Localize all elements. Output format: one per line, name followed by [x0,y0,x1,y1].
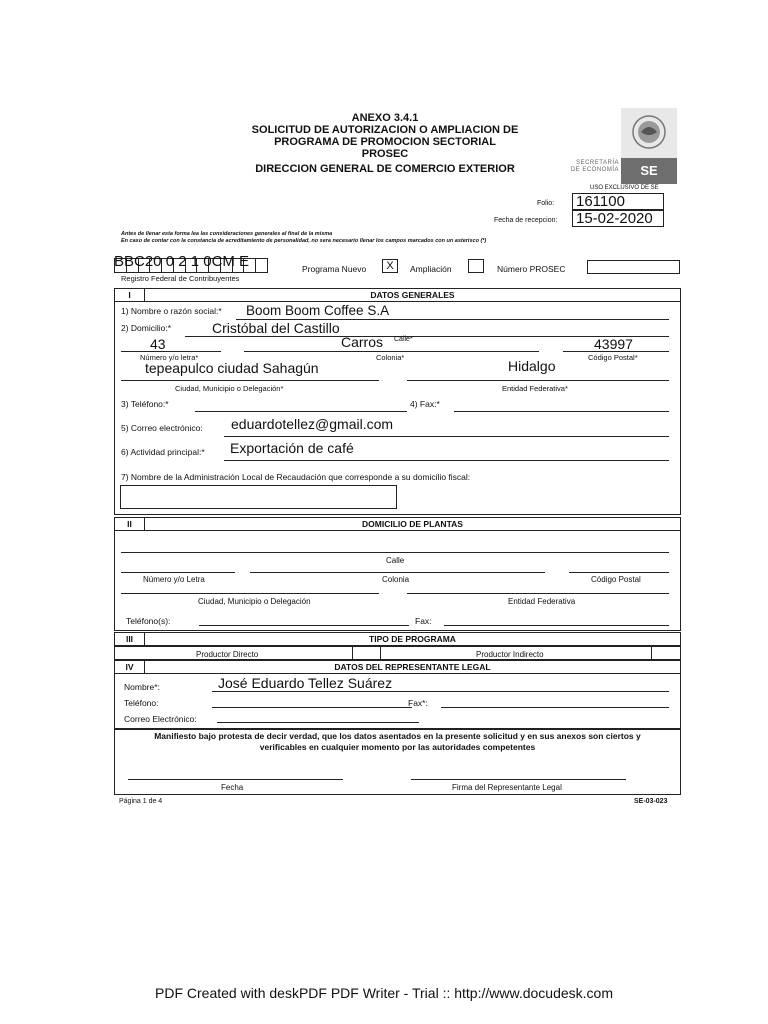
folio-label: Folio: [537,200,555,207]
rfc-value: BBC20 0 2 1 0CM E [114,253,250,270]
numero-caption: Número y/o letra* [140,353,199,362]
planta-entidad-caption: Entidad Federativa [508,597,576,606]
representante-telefono-label: Teléfono: [124,698,159,708]
domicilio-value[interactable]: Cristóbal del Castillo [212,320,340,336]
folio-value: 161100 [576,193,625,210]
form-title-line1: SOLICITUD DE AUTORIZACION O AMPLIACION DE [251,124,519,136]
planta-cp-field[interactable] [569,572,669,573]
fax-field[interactable] [454,411,669,412]
org-name-line1: SECRETARÍA [576,160,619,166]
org-name-line2: DE ECONOMÍA [570,167,619,173]
colonia-line [244,351,539,352]
programa-nuevo-checkbox[interactable]: X [382,259,398,273]
ciudad-line [121,380,379,381]
planta-cp-caption: Código Postal [591,575,641,584]
instructions-note-2: En caso de contar con la constancia de acreditamiento de personalidad, no sera necesario llenar los campos marcados con un asterisco (*) [121,238,487,244]
codigo-postal-caption: Código Postal* [588,353,638,362]
folio-field[interactable] [572,193,664,210]
firma-caption: Firma del Representante Legal [452,783,562,792]
productor-indirecto-label: Productor Indirecto [476,650,544,659]
numero-line [121,351,221,352]
numero-prosec-field[interactable] [587,260,680,274]
planta-numero-caption: Número y/o Letra [143,575,205,584]
programa-nuevo-label: Programa Nuevo [302,264,367,274]
planta-fax-field[interactable] [444,625,669,626]
form-title-line2: PROGRAMA DE PROMOCION SECTORIAL [274,136,496,148]
representante-fax-field[interactable] [441,707,669,708]
section-3-title: TIPO DE PROGRAMA [369,634,456,644]
eagle-seal-icon [621,108,677,158]
codigo-postal-value[interactable]: 43997 [594,336,633,352]
representante-fax-label: Fax*: [408,698,428,708]
annex-number: ANEXO 3.4.1 [351,112,419,124]
calle-label: Calle* [394,336,413,343]
section-3-header [114,632,681,646]
section-1-number: I [115,289,145,301]
declaration-text [114,731,681,753]
representante-telefono-field[interactable] [212,707,412,708]
productor-indirecto-checkbox[interactable] [651,646,681,660]
section-4-number: IV [115,661,145,673]
planta-colonia-caption: Colonia [382,575,410,584]
actividad-value[interactable]: Exportación de café [230,440,354,456]
planta-telefono-field[interactable] [199,625,409,626]
section-1-header [114,288,681,302]
razon-social-label: 1) Nombre o razón social:* [121,306,222,316]
planta-telefono-label: Teléfono(s): [126,616,171,626]
page-number: Página 1 de 4 [119,798,163,805]
exclusive-use-label: USO EXCLUSIVO DE SE [590,185,659,191]
rfc-label: Registro Federal de Contribuyentes [121,274,240,283]
declaration-line1: Manifiesto bajo protesta de decir verdad, que los datos asentados en la presente solicitud y en sus anexos son ciertos y [154,731,641,741]
correo-label: 5) Correo electrónico: [121,423,203,433]
declaration-line2: verificables en cualquier momento por las autoridades competentes [259,742,536,752]
planta-ciudad-caption: Ciudad, Municipio o Delegación [198,597,311,606]
numero-prosec-label: Número PROSEC [497,264,566,274]
representante-correo-label: Correo Electrónico: [124,714,197,724]
planta-entidad-field[interactable] [407,593,669,594]
fecha-caption: Fecha [221,783,244,792]
section-domicilio-plantas [114,517,681,631]
section-4-title: DATOS DEL REPRESENTANTE LEGAL [334,662,491,672]
direction-title: DIRECCION GENERAL DE COMERCIO EXTERIOR [255,163,515,175]
calle-value[interactable]: Carros [341,334,384,350]
section-2-title: DOMICILIO DE PLANTAS [362,519,463,529]
rfc-field[interactable] [114,255,294,272]
telefono-field[interactable] [195,411,407,412]
section-2-number: II [115,518,145,530]
representante-nombre-line [212,691,669,692]
correo-line [224,436,669,437]
ciudad-value[interactable]: tepeapulco ciudad Sahagún [145,360,319,376]
section-2-header [114,517,681,531]
colonia-caption: Colonia* [376,353,405,362]
representante-nombre-value[interactable]: José Eduardo Tellez Suárez [218,675,393,691]
entidad-caption: Entidad Federativa* [502,384,568,393]
administracion-field[interactable] [120,485,397,509]
representante-nombre-label: Nombre*: [124,682,160,692]
fax-label: 4) Fax:* [410,399,440,409]
productor-directo-label: Productor Directo [196,650,259,659]
correo-value[interactable]: eduardotellez@gmail.com [231,416,394,432]
actividad-line [224,460,669,461]
reception-date-value: 15-02-2020 [576,210,653,227]
razon-social-value[interactable]: Boom Boom Coffee S.A [246,303,390,318]
secretaria-logo [565,108,677,184]
telefono-label: 3) Teléfono:* [121,399,169,409]
representante-correo-field[interactable] [217,722,419,723]
reception-date-label: Fecha de recepcion: [494,217,558,224]
actividad-label: 6) Actividad principal:* [121,447,205,457]
section-3-number: III [115,633,145,645]
ampliacion-label: Ampliación [410,264,452,274]
planta-colonia-field[interactable] [250,572,545,573]
domicilio-label: 2) Domicilio:* [121,323,172,333]
ampliacion-checkbox[interactable] [468,259,484,273]
instructions-note-1: Antes de llenar esta forma lea las consideraciones generales al final de la misma [121,231,333,237]
entidad-line [407,380,669,381]
pdf-writer-watermark: PDF Created with deskPDF PDF Writer - Trial :: http://www.docudesk.com [155,985,613,1001]
reception-date-field[interactable] [572,210,664,227]
numero-value[interactable]: 43 [150,336,166,352]
planta-calle-field[interactable] [121,552,669,553]
section-1-title: DATOS GENERALES [370,290,455,300]
form-code: SE-03-023 [634,798,668,805]
planta-numero-field[interactable] [121,572,235,573]
ciudad-caption: Ciudad, Municipio o Delegación* [175,384,284,393]
se-badge: SE [621,158,677,184]
firma-field[interactable] [411,779,626,780]
productor-directo-checkbox[interactable] [352,646,381,660]
planta-fax-label: Fax: [415,616,432,626]
fecha-field[interactable] [128,779,343,780]
entidad-value[interactable]: Hidalgo [508,358,556,374]
form-title-line3: PROSEC [361,148,409,160]
section-4-header [114,660,681,674]
administracion-label: 7) Nombre de la Administración Local de Recaudación que corresponde a su domicilio fiscal: [121,472,471,482]
planta-calle-caption: Calle [386,556,405,565]
codigo-postal-line [563,351,669,352]
planta-ciudad-field[interactable] [121,593,379,594]
